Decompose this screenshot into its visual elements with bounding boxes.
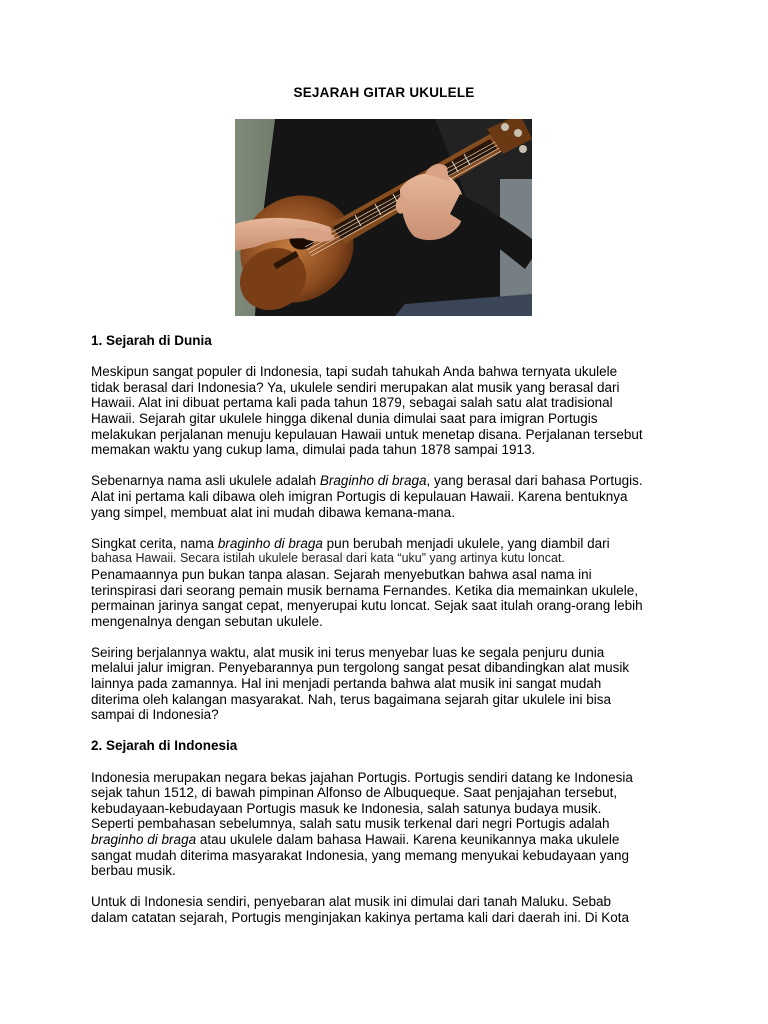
text-line: kebudayaan-kebudayaan Portugis masuk ke Indonesia, salah satunya budaya musik. (91, 800, 602, 816)
text-line: yang simpel, membuat alat ini mudah dibawa kemana-mana. (91, 504, 455, 520)
text-line (91, 536, 691, 552)
text-line: Alat ini pertama kali dibawa oleh imigran Portugis di kepulauan Hawaii. Karena bentuknya (91, 488, 628, 504)
text-fragment: , yang berasal dari bahasa Portugis. (426, 473, 643, 489)
text-line: Hawaii. Sejarah gitar ukulele hingga dikenal dunia dimulai saat para imigran Portugis (91, 410, 598, 426)
text-line: Indonesia merupakan negara bekas jajahan Portugis. Portugis sendiri datang ke Indonesia (91, 769, 633, 785)
text-line: permainan jarinya sangat cepat, menyerupai kutu loncat. Sejak saat itulah orang-orang lebih (91, 598, 643, 614)
text-fragment: Singkat cerita, nama (91, 535, 218, 551)
text-line (91, 473, 691, 489)
text-line: Untuk di Indonesia sendiri, penyebaran alat musik ini dimulai dari tanah Maluku. Sebab (91, 894, 612, 910)
text-line: mengenalnya dengan sebutan ukulele. (91, 613, 323, 629)
ukulele-photo (235, 119, 532, 316)
text-line: Meskipun sangat populer di Indonesia, tapi sudah tahukah Anda bahwa ternyata ukulele (91, 364, 618, 380)
text-line (91, 832, 691, 848)
text-line: terinspirasi dari seorang pemain musik bernama Fernandes. Ketika dia memainkan ukulele, (91, 582, 639, 598)
section-heading: 1. Sejarah di Dunia (91, 333, 212, 348)
text-line: dalam catatan sejarah, Portugis menginjakan kakinya pertama kali dari daerah ini. Di Kota (91, 909, 630, 925)
paragraph (91, 473, 691, 520)
italic-term: Braginho di braga (319, 473, 427, 489)
text-line: sangat mudah diterima masyarakat Indonesia, yang memang menyukai kebudayaan yang (91, 847, 630, 863)
document-body (91, 333, 691, 941)
italic-term: braginho di braga (217, 535, 323, 551)
text-fragment: atau ukulele dalam bahasa Hawaii. Karena keunikannya maka ukulele (196, 832, 620, 847)
paragraph (91, 645, 691, 723)
text-line: diterima oleh kalangan masyarakat. Nah, terus bagaimana sejarah gitar ukulele ini bisa (91, 691, 612, 707)
paragraph (91, 770, 691, 879)
text-line: Seperti pembahasan sebelumnya, salah satu musik terkenal dari negri Portugis adalah (91, 816, 610, 832)
text-line: melakukan perjalanan menuju kepulauan Hawaii untuk menetap disana. Perjalanan tersebut (91, 426, 643, 442)
text-line: sejak tahun 1512, di bawah pimpinan Alfonso de Albuqueque. Saat penjajahan tersebut, (91, 785, 618, 801)
paragraph (91, 536, 691, 630)
text-line: melalui jalur imigran. Penyebarannya pun tergolong sangat pesat dibandingkan alat musik (91, 660, 630, 676)
paragraph (91, 364, 691, 458)
text-line: berbau musik. (91, 863, 176, 879)
text-line: lainnya pada zamannya. Hal ini menjadi pertanda bahwa alat musik ini sangat mudah (91, 676, 602, 692)
text-line: Hawaii. Alat ini dibuat pertama kali pada tahun 1879, sebagai salah satu alat tradisional (91, 395, 613, 411)
text-line: sampai di Indonesia? (91, 707, 219, 723)
text-line: Seiring berjalannya waktu, alat musik ini terus menyebar luas ke segala penjuru dunia (91, 644, 605, 660)
document-title: SEJARAH GITAR UKULELE (293, 85, 475, 100)
text-fragment: Sebenarnya nama asli ukulele adalah (91, 473, 320, 489)
text-line: Penamaannya pun bukan tanpa alasan. Sejarah menyebutkan bahwa asal nama ini (91, 566, 592, 582)
paragraph (91, 894, 691, 925)
text-fragment: pun berubah menjadi ukulele, yang diambil dari (322, 535, 610, 551)
italic-term: braginho di braga (91, 832, 197, 847)
section-heading: 2. Sejarah di Indonesia (91, 738, 238, 754)
text-line: bahasa Hawaii. Secara istilah ukulele berasal dari kata “uku” yang artinya kutu loncat. (91, 551, 565, 566)
text-line: memakan waktu yang cukup lama, dimulai pada tahun 1878 sampai 1913. (91, 442, 536, 458)
text-line: tidak berasal dari Indonesia? Ya, ukulele sendiri merupakan alat musik yang berasal dari (91, 379, 620, 395)
